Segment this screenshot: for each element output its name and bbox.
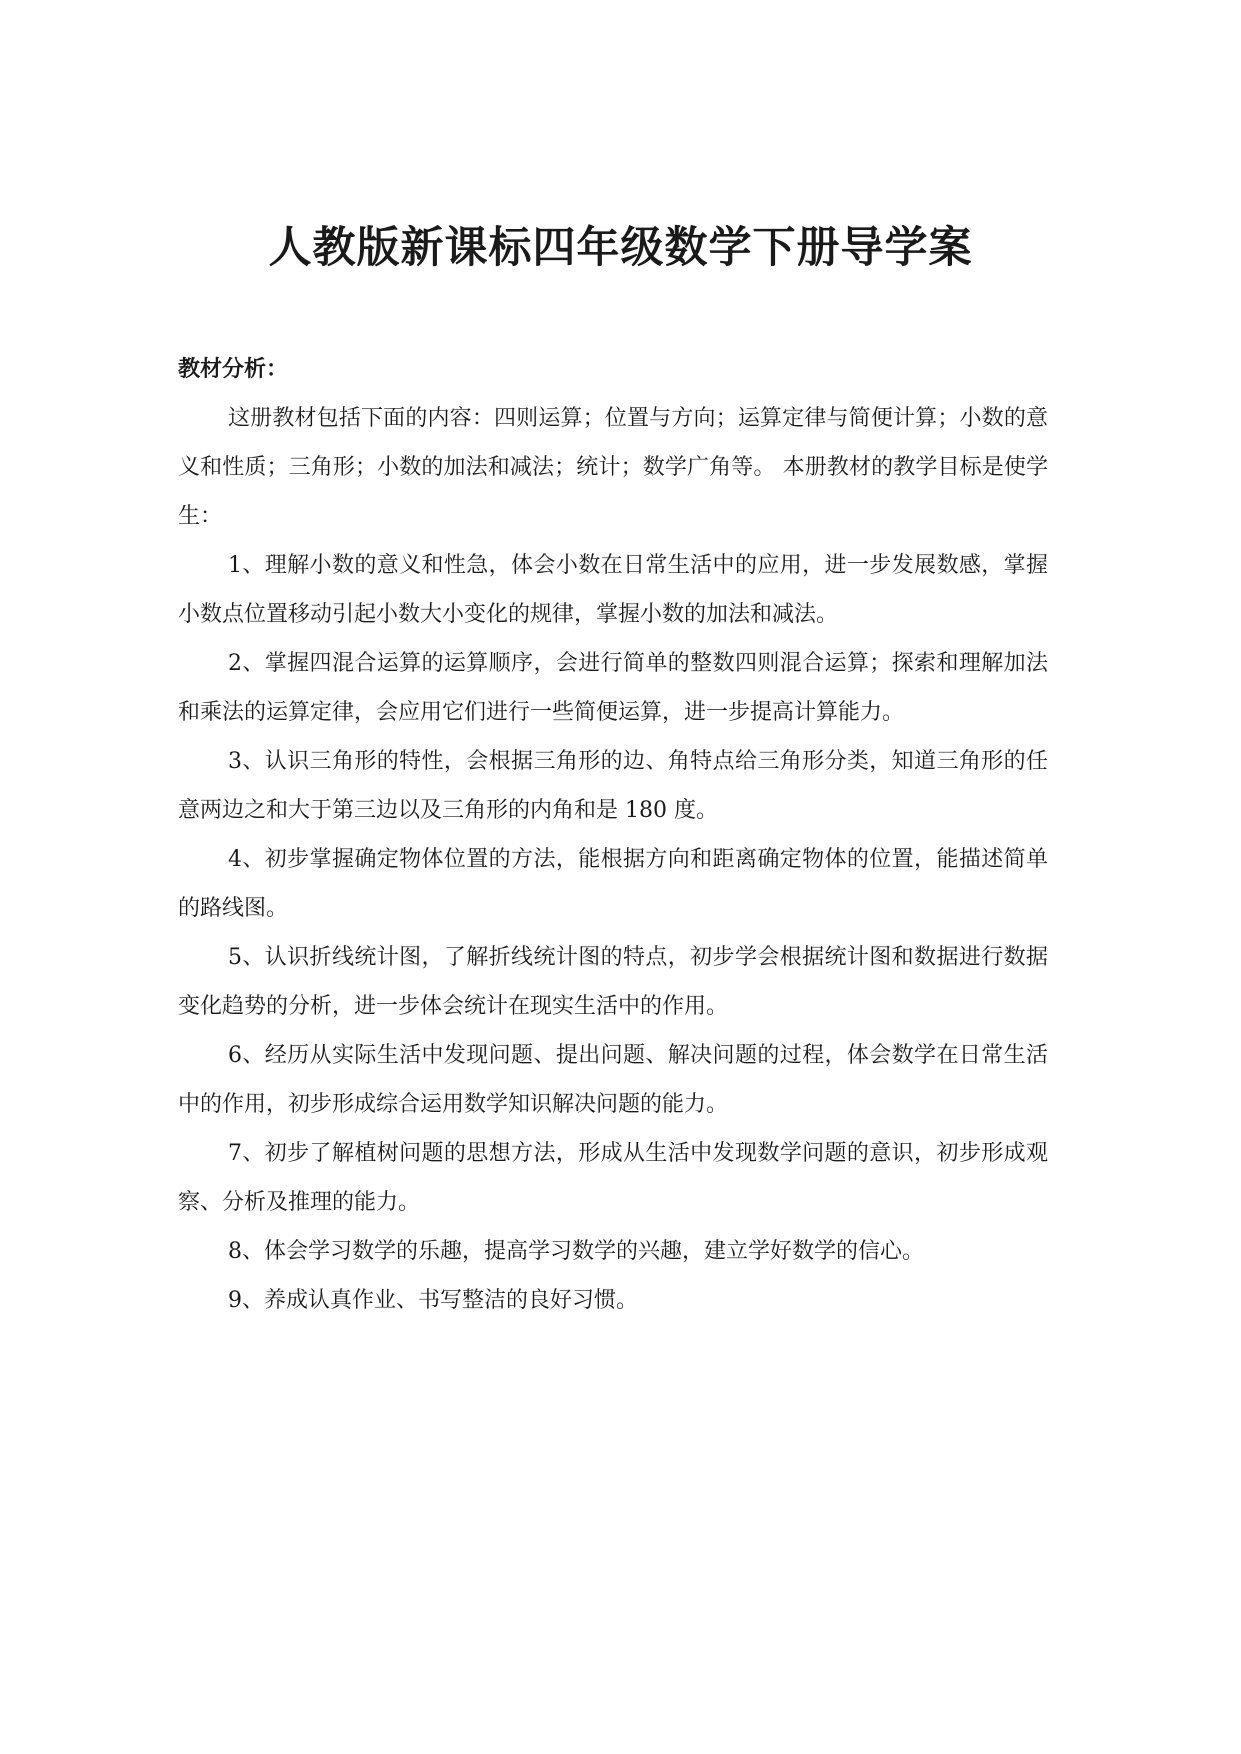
objective-item: 2、掌握四混合运算的运算顺序，会进行简单的整数四则混合运算；探索和理解加法和乘法的运算定律，会应用它们进行一些简便运算，进一步提高计算能力。 bbox=[178, 651, 1048, 725]
section-heading: 教材分析： bbox=[178, 357, 289, 382]
objective-item: 9、养成认真作业、书写整洁的良好习惯。 bbox=[228, 1288, 638, 1313]
document-body bbox=[178, 345, 1048, 1325]
objective-item: 1、理解小数的意义和性急，体会小数在日常生活中的应用，进一步发展数感，掌握小数点位置移动引起小数大小变化的规律，掌握小数的加法和减法。 bbox=[178, 553, 1048, 627]
objective-item: 3、认识三角形的特性，会根据三角形的边、角特点给三角形分类，知道三角形的任意两边之和大于第三边以及三角形的内角和是 180 度。 bbox=[178, 749, 1048, 823]
objective-item: 6、经历从实际生活中发现问题、提出问题、解决问题的过程，体会数学在日常生活中的作用，初步形成综合运用数学知识解决问题的能力。 bbox=[178, 1043, 1048, 1117]
objective-item: 7、初步了解植树问题的思想方法，形成从生活中发现数学问题的意识，初步形成观察、分析及推理的能力。 bbox=[178, 1141, 1048, 1215]
objective-item: 5、认识折线统计图，了解折线统计图的特点，初步学会根据统计图和数据进行数据变化趋势的分析，进一步体会统计在现实生活中的作用。 bbox=[178, 945, 1048, 1019]
objective-item: 8、体会学习数学的乐趣，提高学习数学的兴趣，建立学好数学的信心。 bbox=[228, 1239, 924, 1264]
document-title: 人教版新课标四年级数学下册导学案 bbox=[268, 223, 973, 273]
intro-paragraph: 这册教材包括下面的内容：四则运算；位置与方向；运算定律与简便计算；小数的意义和性质；三角形；小数的加法和减法；统计；数学广角等。 本册教材的教学目标是使学生： bbox=[178, 406, 1048, 529]
objective-item: 4、初步掌握确定物体位置的方法，能根据方向和距离确定物体的位置，能描述简单的路线图。 bbox=[178, 847, 1048, 921]
